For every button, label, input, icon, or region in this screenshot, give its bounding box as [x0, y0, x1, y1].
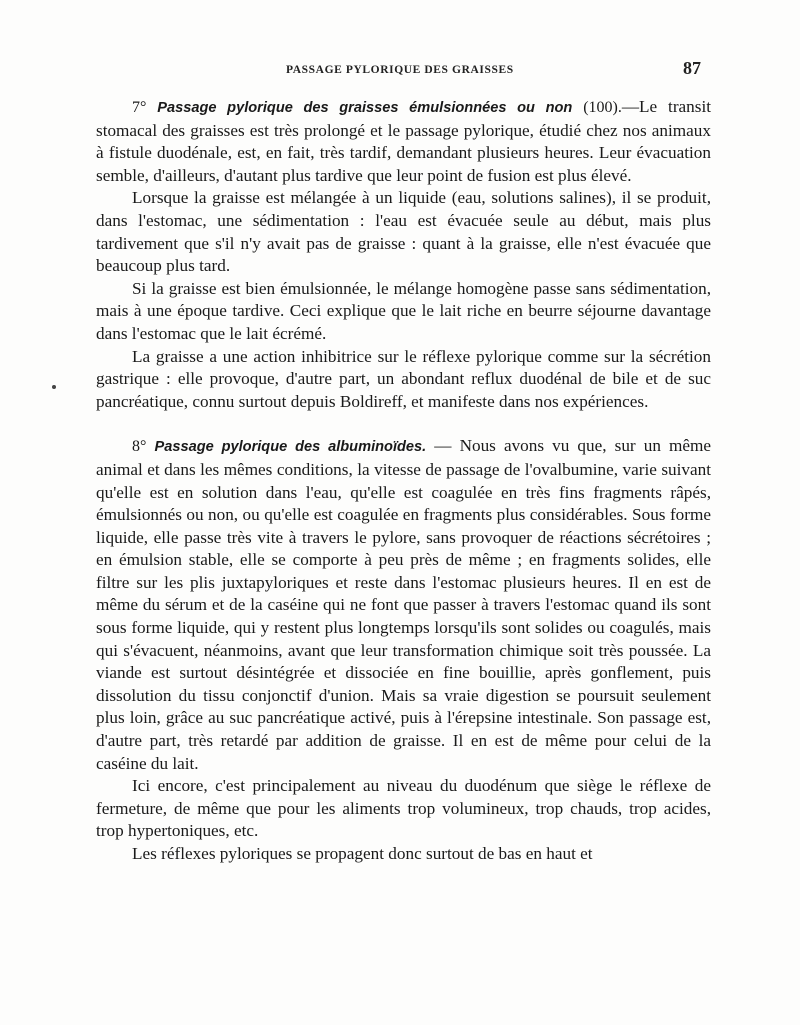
section-7-reference: (100).	[583, 99, 622, 116]
section-7-paragraph-2: Lorsque la graisse est mélangée à un liquide (eau, solutions salines), il se produit, dans l'estomac, une sédimentation : l'eau est évacuée seule au début, mais plus tardivement que s'il n'y avait pas de graisse : quant à la graisse, elle n'est évacuée que beaucoup plus tard.	[96, 188, 711, 276]
margin-ink-dot	[52, 385, 56, 389]
section-8-lead-paragraph	[96, 435, 711, 775]
section-8-paragraph-2: Ici encore, c'est principalement au niveau du duodénum que siège le réflexe de fermeture, de même que pour les aliments trop volumineux, trop chauds, trop acides, trop hypertoniques, etc.	[96, 776, 711, 841]
section-7-paragraph-4: La graisse a une action inhibitrice sur le réflexe pylorique comme sur la sécrétion gastrique : elle provoque, d'autre part, un abondant reflux duodénal de bile et de suc pancréatique, connu surtout depuis Boldireff, et manifeste dans nos expériences.	[96, 346, 711, 411]
page-number: 87	[683, 58, 701, 78]
section-8-paragraph-3: Les réflexes pyloriques se propagent donc surtout de bas en haut et	[132, 844, 593, 863]
section-7-heading: Passage pylorique des graisses émulsionnées ou non	[157, 100, 573, 116]
running-title: PASSAGE PYLORIQUE DES GRAISSES	[286, 64, 514, 76]
body-text	[96, 96, 711, 866]
section-7-number: 7°	[132, 99, 147, 116]
section-8-lead-text: — Nous avons vu que, sur un même animal et dans les mêmes conditions, la vitesse de passage de l'ovalbumine, varie suivant qu'elle est en solution dans l'eau, qu'elle est coagulée en très fins fragments râpés, émulsionnés ou non, ou qu'elle est coagulée en fragments plus considérables. Sous forme liquide, elle passe très vite à travers le pylore, sans provoquer de réactions sécrétoires ; en émulsion stable, elle se comporte à peu près de même ; en fragments solides, elle filtre sur les plis juxtapyloriques et reste dans l'estomac plusieurs heures. Il en est de même du sérum et de la caséine qui ne font que passer à travers l'estomac quand ils sont sous forme liquide, qui y restent plus longtemps lorsqu'ils sont solides ou coagulés, mais qui s'évacuent, néanmoins, avant que leur transformation chimique soit très poussée. La viande est surtout désintégrée et dissociée en fine bouillie, après gonflement, puis dissolution du tissu conjonctif d'union. Mais sa vraie digestion se poursuit seulement plus loin, grâce au suc pancréatique activé, puis à l'érepsine intestinale. Son passage est, d'autre part, très retardé par addition de graisse. Il en est de même pour celui de la caséine du lait.	[96, 436, 711, 773]
section-7-lead-paragraph	[96, 96, 711, 187]
section-separator	[96, 413, 711, 435]
section-8-number: 8°	[132, 438, 147, 456]
section-7-lead-text: —Le transit stomacal des graisses est très prolongé et le passage pylorique, étudié chez nos animaux à fistule duodénale, est, en fait, très tardif, demandant plusieurs heures. Leur évacuation semble, d'ailleurs, d'autant plus tardive que leur point de fusion est plus élevé.	[96, 97, 712, 185]
section-8-heading: Passage pylorique des albuminoïdes.	[154, 439, 427, 456]
section-7-paragraph-3: Si la graisse est bien émulsionnée, le mélange homogène passe sans sédimentation, mais à une époque tardive. Ceci explique que le lait riche en beurre séjourne davantage dans l'estomac que le lait écrémé.	[96, 278, 711, 343]
